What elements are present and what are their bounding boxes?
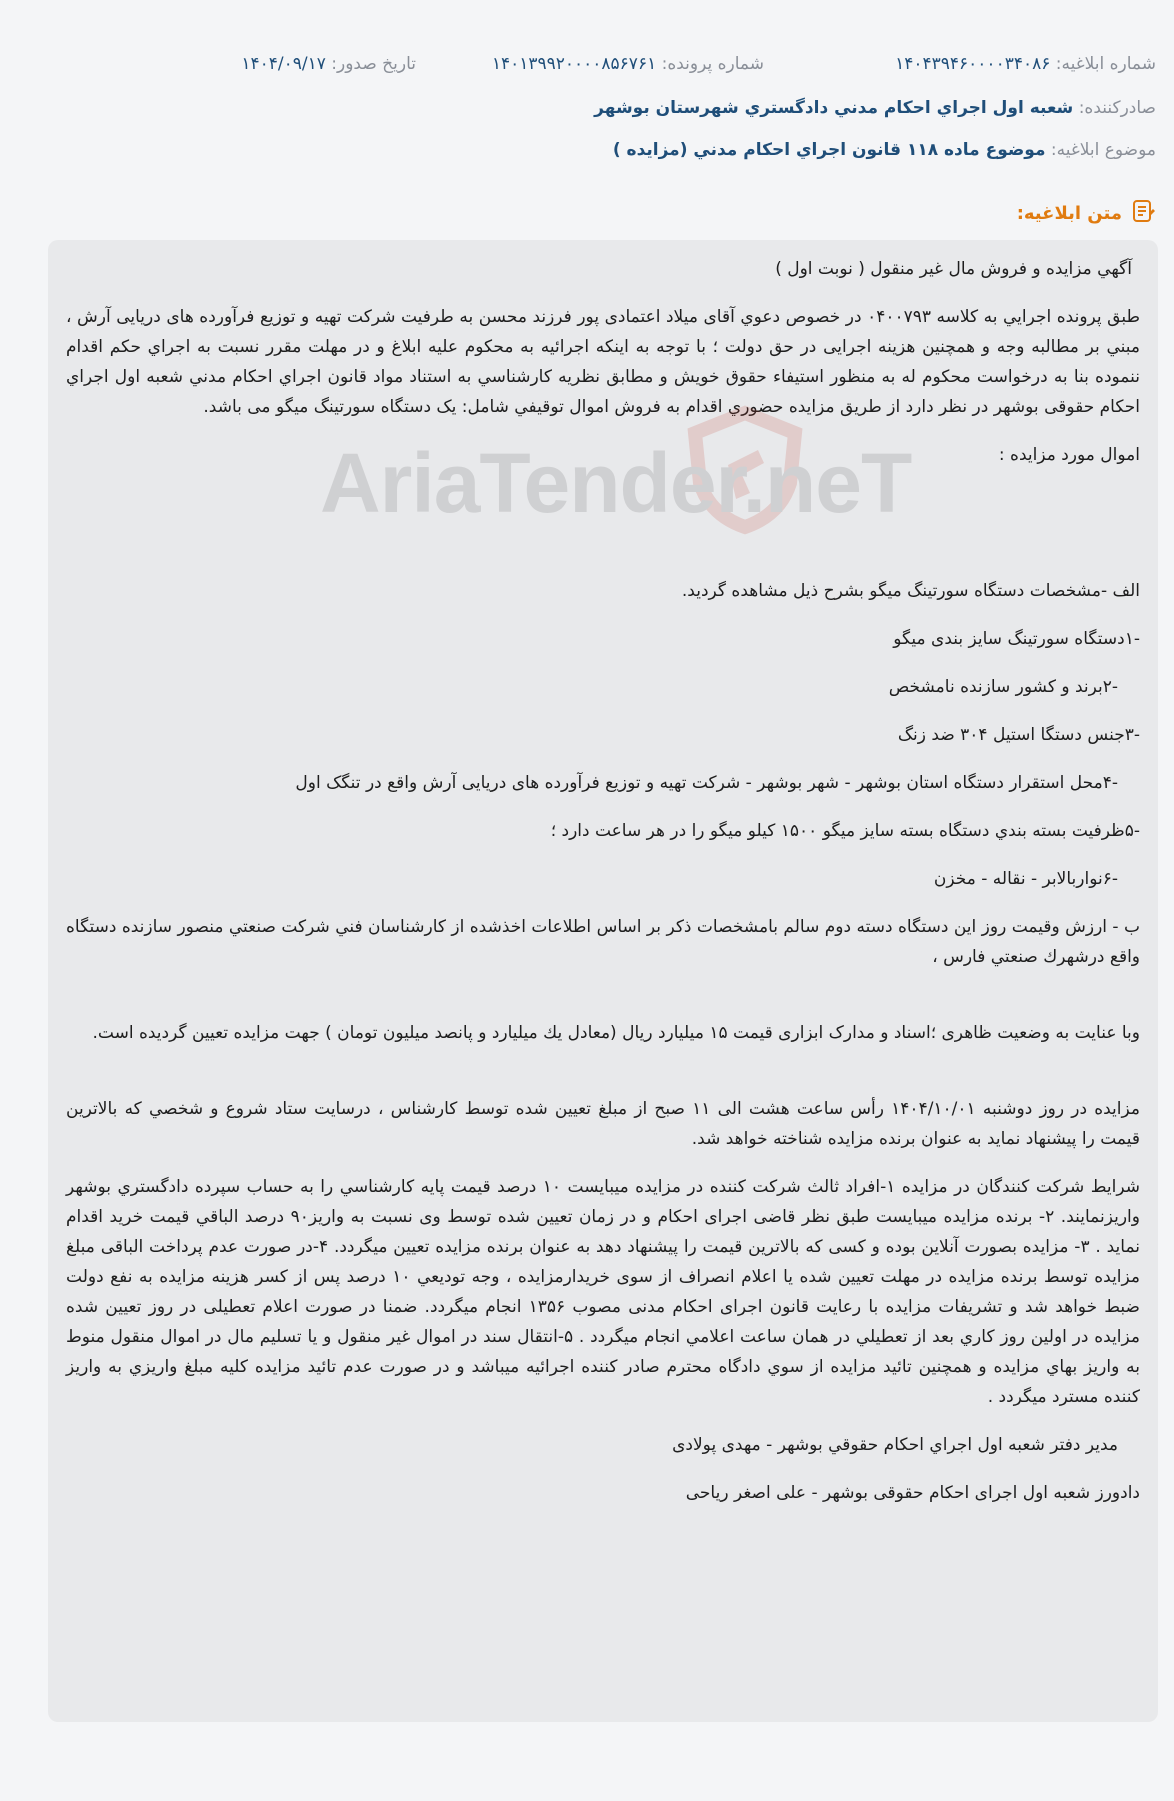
conditions-paragraph: شرايط شركت كنندگان در مزايده ۱-افراد ثالث شركت كننده در مزايده ميبايست ۱۰ درصد قيمت پايه كارشناسي را به حساب سپرده دادگستري بوشهر واريزنمايند. ۲- برنده مزايده ميبايست طبق نظر قاضی اجرای احکام و در زمان تعيين شده توسط وی نسبت به واريز۹۰ درصد الباقي قيمت خريد اقدام نمايد . ۳- مزايده بصورت آنلاین بوده و كسی كه بالاترين قيمت را پيشنهاد دهد به عنوان برنده مزايده تعيين ميگردد. ۴-در صورت عدم پرداخت الباقی مبلغ مزایده توسط برنده مزایده در مهلت تعیین شده یا اعلام انصراف از سوی خریدارمزایده ، وجه توديعي ۱۰ درصد پس از کسر هزینه مزایده به نفع دولت ضبط خواهد شد و تشریفات مزایده با رعایت قانون اجرای احکام مدنی مصوب ۱۳۵۶ انجام میگردد. ضمنا در صورت اعلام تعطیلی در روز تعيين شده مزايده در اولين روز كاري بعد از تعطيلي در همان ساعت اعلامي انجام ميگردد . ۵-انتقال سند در اموال غير منقول و يا تسليم مال در اموال منقول منوط به واريز بهاي مزايده و همچنين تائيد مزايده از سوي دادگاه محترم صادر كننده اجرائيه ميباشد و در صورت عدم تائيد مزايده كليه مبلغ واريزي به واريز كننده مسترد ميگردد . [66,1177,1141,1407]
issue-date [241,54,416,74]
intro-paragraph: طبق پرونده اجرايي به كلاسه ۰۴۰۰۷۹۳ در خصوص دعوي آقای میلاد اعتمادی پور فرزند محسن به طرفیت شرکت تهیه و توزیع فرآورده های دریایی آرش ، مبني بر مطالبه وجه و همچنین هزینه اجرایی در حق دولت ؛ با توجه به اينكه اجرائيه به محكوم عليه ابلاغ و در مهلت مقرر نسبت به اجراي حكم اقدام ننموده بنا به درخواست محكوم له به منظور استيفاء حقوق خويش و مطابق نظريه كارشناسي به استناد مواد قانون اجراي احكام مدني شعبه اول اجراي احكام حقوقی بوشهر در نظر دارد از طريق مزايده حضوري اقدام به فروش اموال توقيفي شامل: یک دستگاه سورتینگ میگو می باشد. [66,307,1140,417]
file-number [492,54,764,74]
signature-clerk: مدير دفتر شعبه اول اجراي احکام حقوقي بوشهر - مهدی پولادی [672,1435,1118,1455]
spec-item: -۲برند و کشور سازنده نامشخص [888,677,1118,697]
issue-date-value: ۱۴۰۴/۰۹/۱۷ [241,54,326,74]
notice-meta-row [60,54,1156,84]
issuer [594,98,1156,118]
spec-item: -۱دستگاه سورتینگ سایز بندی میگو [893,629,1140,649]
signature-bailiff: دادورز شعبه اول اجرای احکام حقوقی بوشهر - علی اصغر ریاحی [685,1483,1140,1503]
file-number-label: شماره پرونده: [661,54,764,74]
issuer-value: شعبه اول اجراي احکام مدني دادگستري شهرستان بوشهر [594,98,1074,118]
price-paragraph: وبا عنايت به وضعيت ظاهری ؛اسناد و مدارک ابزاری قیمت ۱۵ میلیارد ریال (معادل يك ميليارد و پانصد ميليون تومان ) جهت مزايده تعيين گرديده است. [92,1023,1140,1043]
spec-heading: الف -مشخصات دستگاه سورتینگ میگو بشرح ذیل مشاهده گردید. [681,581,1140,601]
subject-label: موضوع ابلاغيه: [1050,140,1156,160]
notice-number-label: شماره ابلاغيه: [1055,54,1156,74]
file-number-value: ۱۴۰۱۳۹۹۲۰۰۰۰۸۵۶۷۶۱ [491,54,657,74]
valuation-paragraph: ب - ارزش وقیمت روز اين دستگاه دسته دوم سالم بامشخصات ذكر بر اساس اطلاعات اخذشده از كارشناسان فني شركت صنعتي منصور سازنده دستگاه واقع درشهرك صنعتي فارس ، [66,917,1140,967]
assets-label: اموال مورد مزايده : [998,445,1140,465]
spec-item: -۵ظرفيت بسته بندي دستگاه بسته سایز میگو ۱۵۰۰ کیلو میگو را در هر ساعت دارد ؛ [550,821,1140,841]
notice-number [895,54,1156,74]
auction-heading: آگهي مزايده و فروش مال غير منقول ( نوبت اول ) [775,259,1132,279]
spec-item: -۳جنس دستگا استیل ۳۰۴ ضد زنگ [897,725,1140,745]
auction-time-paragraph: مزايده در روز دوشنبه ۱۴۰۴/۱۰/۰۱ رأس ساعت هشت الی ۱۱ صبح از مبلغ تعيين شده توسط کارشناس ، درسایت ستاد شروع و شخصي كه بالاترين قيمت را پيشنهاد نمايد به عنوان برنده مزايده شناخته خواهد شد. [66,1099,1140,1149]
spec-item: -۶نواربالابر - نقاله - مخزن [933,869,1118,889]
spec-item: -۴محل استقرار دستگاه استان بوشهر - شهر بوشهر - شرکت تهیه و توزیع فرآورده های دریایی آرش واقع در تنگک اول [295,773,1118,793]
notice-subject [613,140,1156,160]
notice-text-heading [1017,198,1156,228]
document-icon [1130,198,1156,228]
issue-date-label: تاريخ صدور: [331,54,416,74]
notice-text-title: متن ابلاغيه: [1016,202,1122,224]
notice-number-value: ۱۴۰۴۳۹۴۶۰۰۰۰۳۴۰۸۶ [895,54,1051,74]
notice-body [66,254,1140,1508]
notice-body-panel [48,240,1158,1722]
subject-value: موضوع ماده ۱۱۸ قانون اجراي احکام مدني (مزايده ) [612,140,1046,160]
issuer-label: صادرکننده: [1078,98,1156,118]
